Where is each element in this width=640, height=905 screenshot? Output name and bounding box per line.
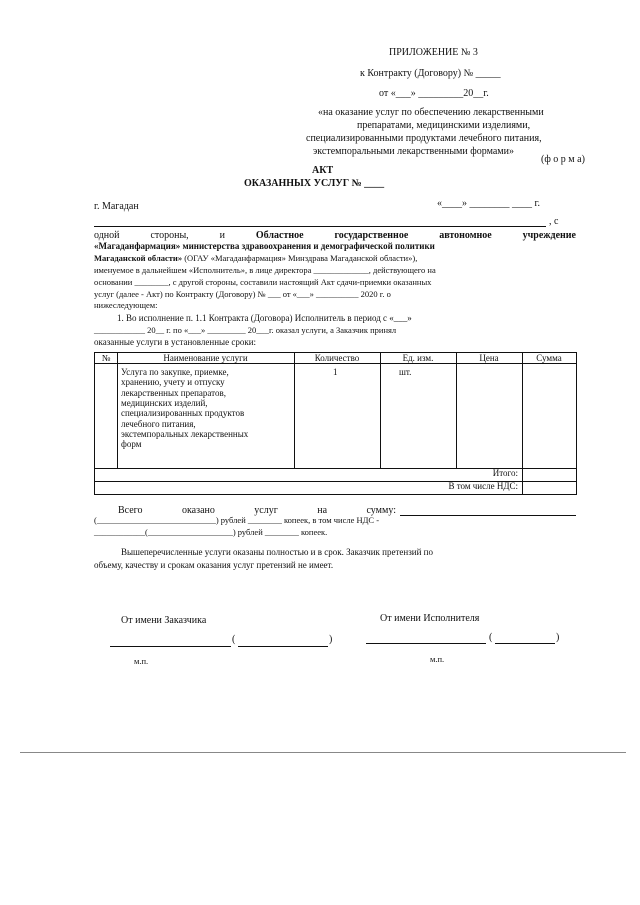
intro-line-8: нижеследующем: — [94, 300, 158, 310]
intro-line-6: основании ________, с другой стороны, составили настоящий Акт сдачи-приемки оказанных — [94, 277, 432, 287]
col-header-price: Цена — [479, 353, 499, 363]
services-table — [94, 352, 577, 495]
summary-line-2: (____________________________) рублей ________ копеек, в том числе НДС - — [94, 515, 380, 525]
unit-cell: шт. — [399, 367, 412, 377]
intro-word: государственное — [334, 230, 409, 241]
vat-label: В том числе НДС: — [448, 481, 518, 491]
executor-signature-line — [366, 643, 486, 644]
service-name-line: форм — [121, 439, 142, 450]
intro-word: Областное — [255, 230, 304, 241]
executor-signature-label: От имени Исполнителя — [380, 613, 480, 624]
intro-line-3: «Магаданфармация» министерства здравоохранения и демографической политики — [94, 241, 435, 251]
intro-line-7: услуг (далее - Акт) по Контракту (Договору) № ___ от «___» __________ 2020 г. о — [94, 289, 391, 299]
service-name-cell — [121, 367, 248, 450]
confirmation-line-2: объему, качеству и срокам оказания услуг претензий не имеет. — [94, 560, 334, 570]
executor-stamp-place: м.п. — [430, 654, 445, 664]
appendix-number: ПРИЛОЖЕНИЕ № 3 — [389, 47, 478, 58]
clause-line-3: оказанные услуги в установленные сроки: — [94, 337, 257, 347]
table-col-divider — [380, 353, 381, 468]
intro-line-2 — [94, 230, 576, 241]
contract-subject-line-3: специализированными продуктами лечебного питания, — [306, 133, 542, 144]
page-bottom-rule — [20, 752, 626, 753]
total-label: Итого: — [492, 468, 518, 478]
customer-signature-label: От имени Заказчика — [121, 615, 207, 626]
intro-line-5: именуемое в дальнейшем «Исполнитель», в лице директора _____________, действующего на — [94, 265, 436, 275]
intro-word: учреждение — [522, 230, 576, 241]
summary-word: на — [317, 505, 328, 516]
clause-line-2: ____________ 20__ г. по «___» _________ 20___г. оказал услуги, а Заказчик принял — [94, 325, 397, 335]
summary-word: сумму: — [366, 505, 396, 516]
summary-word: Всего — [118, 505, 143, 516]
confirmation-line-1: Вышеперечисленные услуги оказаны полностью и в срок. Заказчик претензий по — [121, 547, 433, 557]
intro-word: и — [219, 230, 225, 241]
col-header-service-name: Наименование услуги — [163, 353, 248, 363]
service-name-line: лекарственных препаратов, — [121, 387, 226, 398]
quantity-cell: 1 — [333, 367, 338, 377]
executor-name-paren-open: ( — [489, 632, 493, 643]
service-name-line: Услуга по закупке, приемке, — [121, 367, 229, 377]
city: г. Магадан — [94, 201, 139, 212]
col-header-quantity: Количество — [314, 353, 360, 363]
summary-word: услуг — [254, 505, 278, 516]
form-label: (ф о р м а) — [541, 154, 585, 165]
intro-word: одной — [94, 230, 120, 241]
document-title: АКТ — [312, 165, 334, 176]
contract-subject-line-2: препаратами, медицинскими изделиями, — [357, 120, 531, 131]
service-name-line: медицинских изделий, — [121, 398, 208, 409]
document-subtitle: ОКАЗАННЫХ УСЛУГ № ____ — [244, 178, 385, 189]
customer-name-line — [94, 226, 546, 227]
table-col-divider — [294, 353, 295, 468]
summary-amount-line — [400, 515, 576, 516]
intro-line-4-bold: Магаданской области» — [94, 253, 183, 263]
service-name-line: хранению, учету и отпуску — [121, 377, 225, 388]
contract-date-line: от «___» _________20__г. — [379, 88, 489, 99]
service-name-line: экстемпоральных лекарственных — [121, 429, 249, 440]
contract-reference: к Контракту (Договору) № _____ — [360, 68, 501, 79]
intro-line-4-rest: (ОГАУ «Магаданфармация» Минздрава Магаданской области»), — [182, 253, 418, 263]
intro-word: стороны, — [150, 230, 189, 241]
customer-signature-line — [110, 646, 231, 647]
executor-name-paren-close: ) — [556, 632, 560, 643]
customer-name-paren-close: ) — [329, 634, 333, 645]
contract-subject-line-1: «на оказание услуг по обеспечению лекарственными — [318, 107, 544, 118]
col-header-unit: Ед. изм. — [402, 353, 434, 363]
table-col-divider — [522, 353, 523, 494]
table-col-divider — [117, 353, 118, 468]
col-header-number: № — [101, 353, 111, 363]
intro-line-1-end: , с — [549, 216, 559, 227]
customer-stamp-place: м.п. — [134, 656, 149, 666]
customer-name-paren-open: ( — [232, 634, 236, 645]
intro-word: автономное — [439, 230, 492, 241]
service-name-line: лечебного питания, — [121, 418, 196, 429]
col-header-sum: Сумма — [536, 353, 562, 363]
clause-line-1: 1. Во исполнение п. 1.1 Контракта (Договора) Исполнитель в период с «___» — [117, 313, 412, 323]
customer-name-line — [238, 646, 328, 647]
service-name-line: специализированных продуктов — [121, 408, 245, 419]
intro-line-4 — [94, 254, 417, 263]
summary-word: оказано — [181, 505, 215, 516]
summary-line-3: ____________(____________________) рублей ________ копеек. — [94, 527, 328, 537]
act-date: «____» ________ ____ г. — [437, 198, 540, 209]
executor-name-line — [495, 643, 555, 644]
table-col-divider — [456, 353, 457, 468]
contract-subject-line-4: экстемпоральными лекарственными формами» — [313, 146, 514, 157]
